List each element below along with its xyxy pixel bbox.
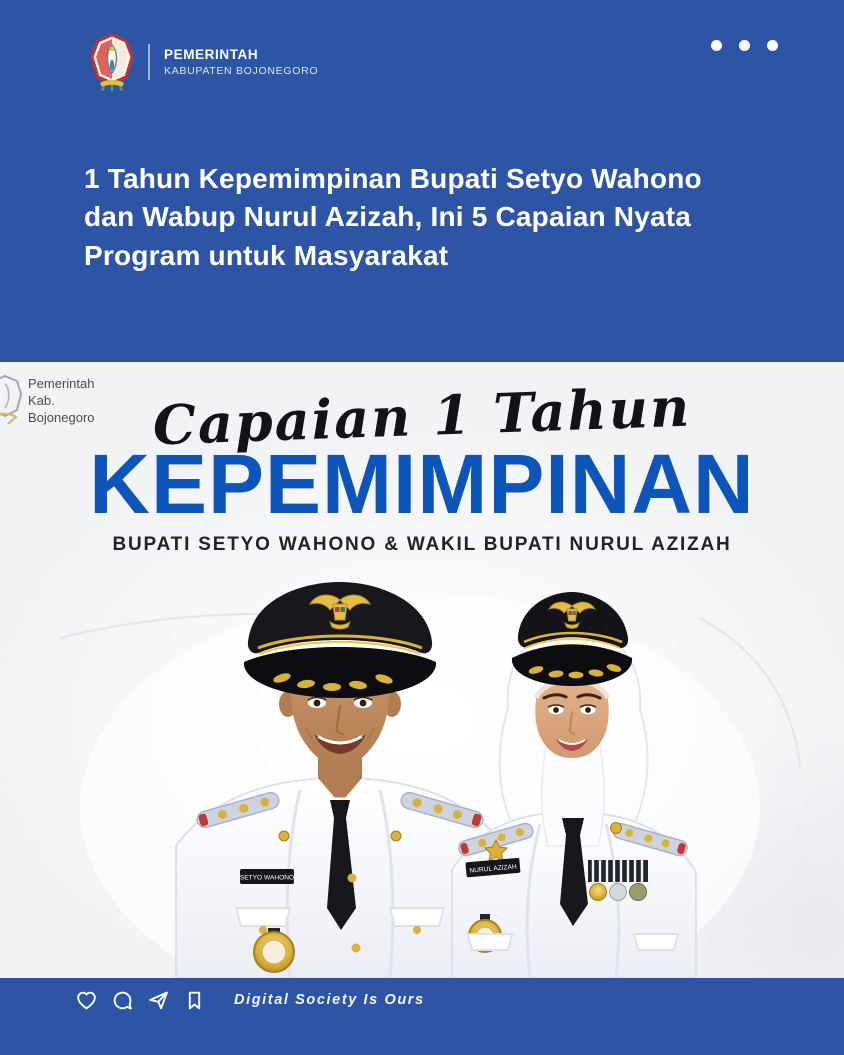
ellipsis-menu-icon[interactable]: [711, 40, 778, 51]
poster-body: [0, 362, 844, 978]
org-name: [164, 47, 318, 77]
main-title: KEPEMIMPINAN: [89, 437, 755, 531]
org-name-line1: PEMERINTAH: [164, 47, 259, 62]
watermark-line2: Kab. Bojonegoro: [28, 392, 95, 425]
bookmark-icon[interactable]: [183, 989, 206, 1012]
action-row: [75, 989, 206, 1012]
headline-line1: 1 Tahun Kepemimpinan Bupati Setyo Wahono: [84, 163, 702, 194]
comment-icon[interactable]: [111, 989, 134, 1012]
script-title: Capaian 1 Tahun: [151, 374, 693, 458]
post-headline: [84, 160, 784, 275]
footer-tagline: Digital Society Is Ours: [234, 992, 425, 1008]
officials-photo: [0, 578, 844, 978]
heart-icon[interactable]: [75, 989, 98, 1012]
headline-line3: Program untuk Masyarakat: [84, 239, 449, 271]
subtitle: BUPATI SETYO WAHONO & WAKIL BUPATI NURUL AZIZAH: [112, 534, 732, 555]
brand-divider: [148, 44, 150, 80]
footer-bar: [0, 978, 844, 1055]
share-icon[interactable]: [147, 989, 170, 1012]
headline-line2: dan Wabup Nurul Azizah, Ini 5 Capaian Nyata: [84, 201, 692, 233]
brand-block: [88, 33, 318, 91]
name-tag-wakil: NURUL AZIZAH: [469, 863, 518, 875]
name-tag-bupati: SETYO WAHONO: [239, 874, 295, 882]
bojonegoro-crest-logo: [88, 33, 136, 91]
watermark-line1: Pemerintah: [28, 376, 95, 391]
org-name-line2: KABUPATEN BOJONEGORO: [164, 65, 319, 77]
header-panel: [0, 0, 844, 362]
